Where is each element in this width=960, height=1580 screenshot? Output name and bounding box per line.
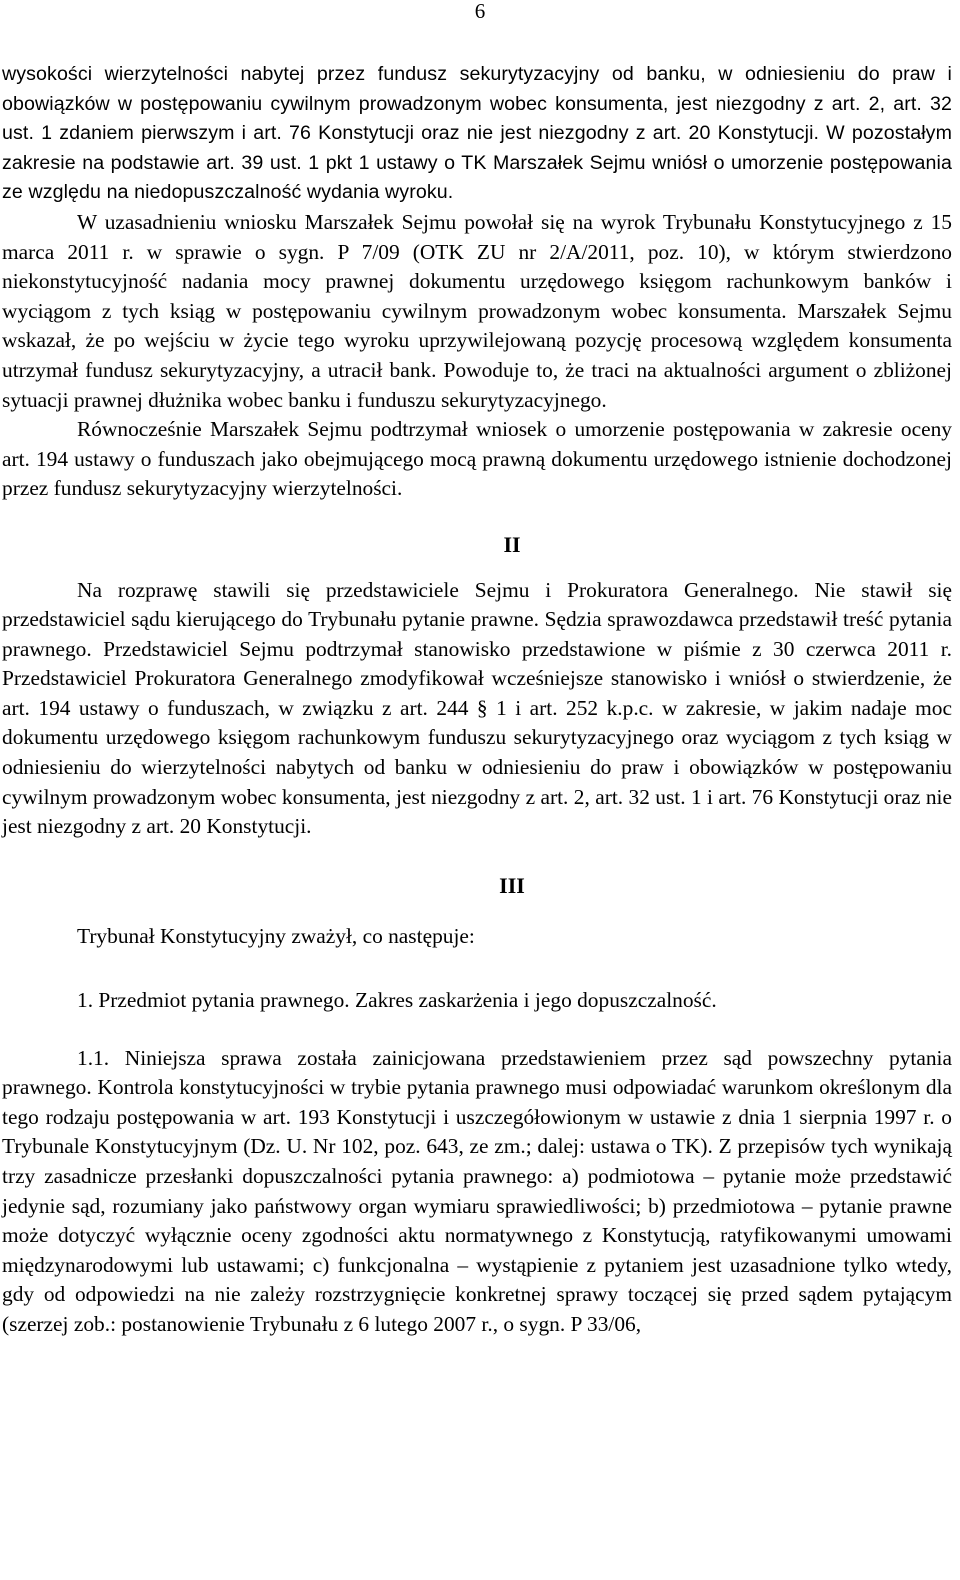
paragraph-continuation: wysokości wierzytelności nabytej przez fundusz sekurytyzacyjny od banku, w odniesieniu do praw i obowiązków w postępowaniu cywilnym prowadzonym wobec konsumenta, jest niezgodny z art. 2, art. 32 ust. 1 zdaniem pierwszym i art. 76 Konstytucji oraz nie jest niezgodny z art. 20 Konstytucji. W pozostałym zakresie na podstawie art. 39 ust. 1 pkt 1 ustawy o TK Marszałek Sejmu wniósł o umorzenie postępowania ze względu na niedopuszczalność wydania wyroku. [2, 63, 952, 204]
section-heading-iii: III [499, 872, 525, 898]
section-heading-ii: II [503, 531, 521, 557]
page-number: 6 [474, 0, 486, 23]
paragraph-1-1: 1.1. Niniejsza sprawa została zainicjowana przedstawieniem przez sąd powszechny pytania prawnego. Kontrola konstytucyjności w trybie pytania prawnego musi odpowiadać warunkom określonym dla tego rodzaju postępowania w art. 193 Konstytucji i uszczegółowionym w ustawie z dnia 1 sierpnia 1997 r. o Trybunale Konstytucyjnym (Dz. U. Nr 102, poz. 643, ze zm.; dalej: ustawa o TK). Z przepisów tych wynikają trzy zasadnicze przesłanki dopuszczalności pytania prawnego: a) podmiotowa – pytanie może przedstawić jedynie sąd, rozumiany jako państwowy organ wymiaru sprawiedliwości; b) przedmiotowa – pytanie prawne może dotyczyć wyłącznie oceny zgodności aktu normatywnego z Konstytucją, ratyfikowanymi umowami międzynarodowymi lub ustawami; c) funkcjonalna – wystąpienie z pytaniem jest uzasadnione tylko wtedy, gdy od odpowiedzi na nie zależy rozstrzygnięcie konkretnej sprawy toczącej się przed sądem pytającym (szerzej zob.: postanowienie Trybunału z 6 lutego 2007 r., o sygn. P 33/06, [2, 1045, 952, 1336]
paragraph-hearing: Na rozprawę stawili się przedstawiciele Sejmu i Prokuratora Generalnego. Nie stawił się przedstawiciel sądu kierującego do Trybunału pytanie prawne. Sędzia sprawozdawca przedstawił treść pytania prawnego. Przedstawiciel Sejmu podtrzymał stanowisko przedstawione w piśmie z 30 czerwca 2011 r. Przedstawiciel Prokuratora Generalnego zmodyfikował wcześniejsze stanowisko i wniósł o stwierdzenie, że art. 194 ustawy o funduszach, w związku z art. 244 § 1 i art. 252 k.p.c. w zakresie, w jakim nadaje moc dokumentu urzędowego księgom rachunkowym funduszu sekurytyzacyjnego oraz wyciągom z tych ksiąg w odniesieniu do wierzytelności nabytych od banku w odniesieniu do praw i obowiązków w postępowaniu cywilnym prowadzonym wobec konsumenta, jest niezgodny z art. 2, art. 32 ust. 1 i art. 76 Konstytucji oraz nie jest niezgodny z art. 20 Konstytucji. [2, 577, 952, 839]
paragraph-simultaneously: Równocześnie Marszałek Sejmu podtrzymał wniosek o umorzenie postępowania w zakresie oceny art. 194 ustawy o funduszach jako obejmującego mocą prawną dokumentu urzędowego istnienie dochodzonej przez fundusz sekurytyzacyjny wierzytelności. [2, 417, 952, 501]
paragraph-justification: W uzasadnieniu wniosku Marszałek Sejmu powołał się na wyrok Trybunału Konstytucyjnego z 15 marca 2011 r. w sprawie o sygn. P 7/09 (OTK ZU nr 2/A/2011, poz. 10), w którym stwierdzono niekonstytucyjność nadania mocy prawnej dokumentu urzędowego księgom rachunkowym banków i wyciągom z tych ksiąg w postępowaniu cywilnym prowadzonym wobec konsumenta. Marszałek Sejmu wskazał, że po wejściu w życie tego wyroku uprzywilejowaną pozycję procesową względem konsumenta utrzymał fundusz sekurytyzacyjny, a utracił bank. Powoduje to, że traci na aktualności argument o zbliżonej sytuacji prawnej dłużnika wobec banku i funduszu sekurytyzacyjnego. [2, 209, 952, 412]
top-block [2, 60, 952, 208]
subsection-title: 1. Przedmiot pytania prawnego. Zakres zaskarżenia i jego dopuszczalność. [77, 988, 717, 1013]
document-body [2, 60, 952, 1340]
tribunal-considerations-intro: Trybunał Konstytucyjny zważył, co następuje: [77, 924, 475, 949]
